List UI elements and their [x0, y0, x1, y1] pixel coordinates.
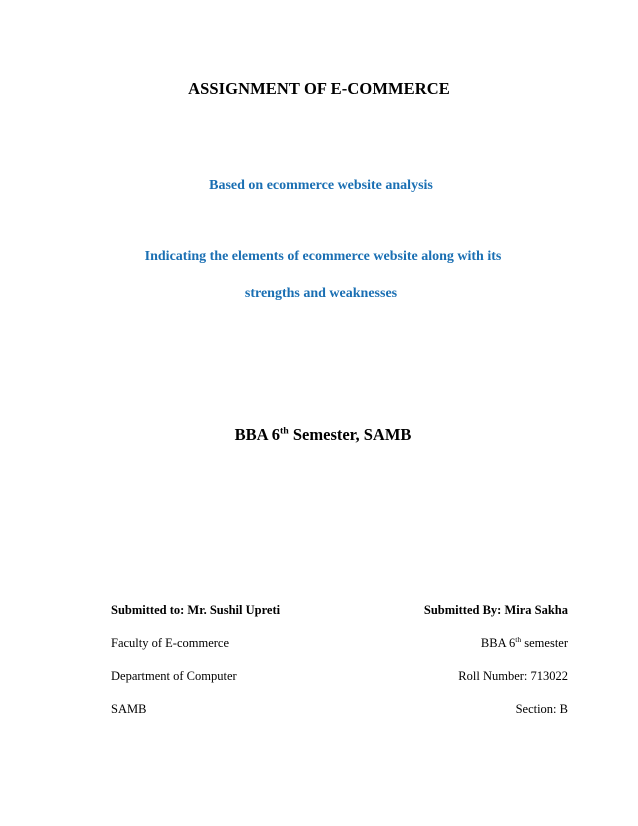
- submitted-to-heading: Submitted to: Mr. Sushil Upreti: [111, 603, 281, 617]
- semester-suffix: Semester, SAMB: [288, 425, 412, 444]
- student-semester-suffix: semester: [521, 636, 568, 650]
- document-title: ASSIGNMENT OF E-COMMERCE: [188, 79, 450, 98]
- student-semester-prefix: BBA 6: [480, 636, 516, 650]
- submission-row-4: [111, 702, 568, 717]
- submission-row-3: [111, 669, 568, 684]
- roll-number: Roll Number: 713022: [458, 669, 568, 683]
- section: Section: B: [515, 702, 568, 716]
- faculty-name: Faculty of E-commerce: [111, 636, 230, 650]
- submission-row-2: [111, 636, 568, 651]
- submission-row-headings: [111, 603, 568, 618]
- student-semester-superscript: th: [515, 634, 522, 644]
- student-semester: [481, 636, 568, 651]
- description-line-2: strengths and weaknesses: [244, 286, 398, 301]
- college-name: SAMB: [111, 702, 147, 716]
- submitted-by-heading: Submitted By: Mira Sakha: [423, 603, 568, 617]
- department-name: Department of Computer: [111, 669, 237, 683]
- semester-prefix: BBA 6: [234, 425, 280, 444]
- semester-heading: [4, 425, 638, 445]
- description-line-1: Indicating the elements of ecommerce website along with its: [144, 249, 502, 264]
- semester-superscript: th: [279, 425, 289, 437]
- document-subtitle: Based on ecommerce website analysis: [209, 178, 433, 193]
